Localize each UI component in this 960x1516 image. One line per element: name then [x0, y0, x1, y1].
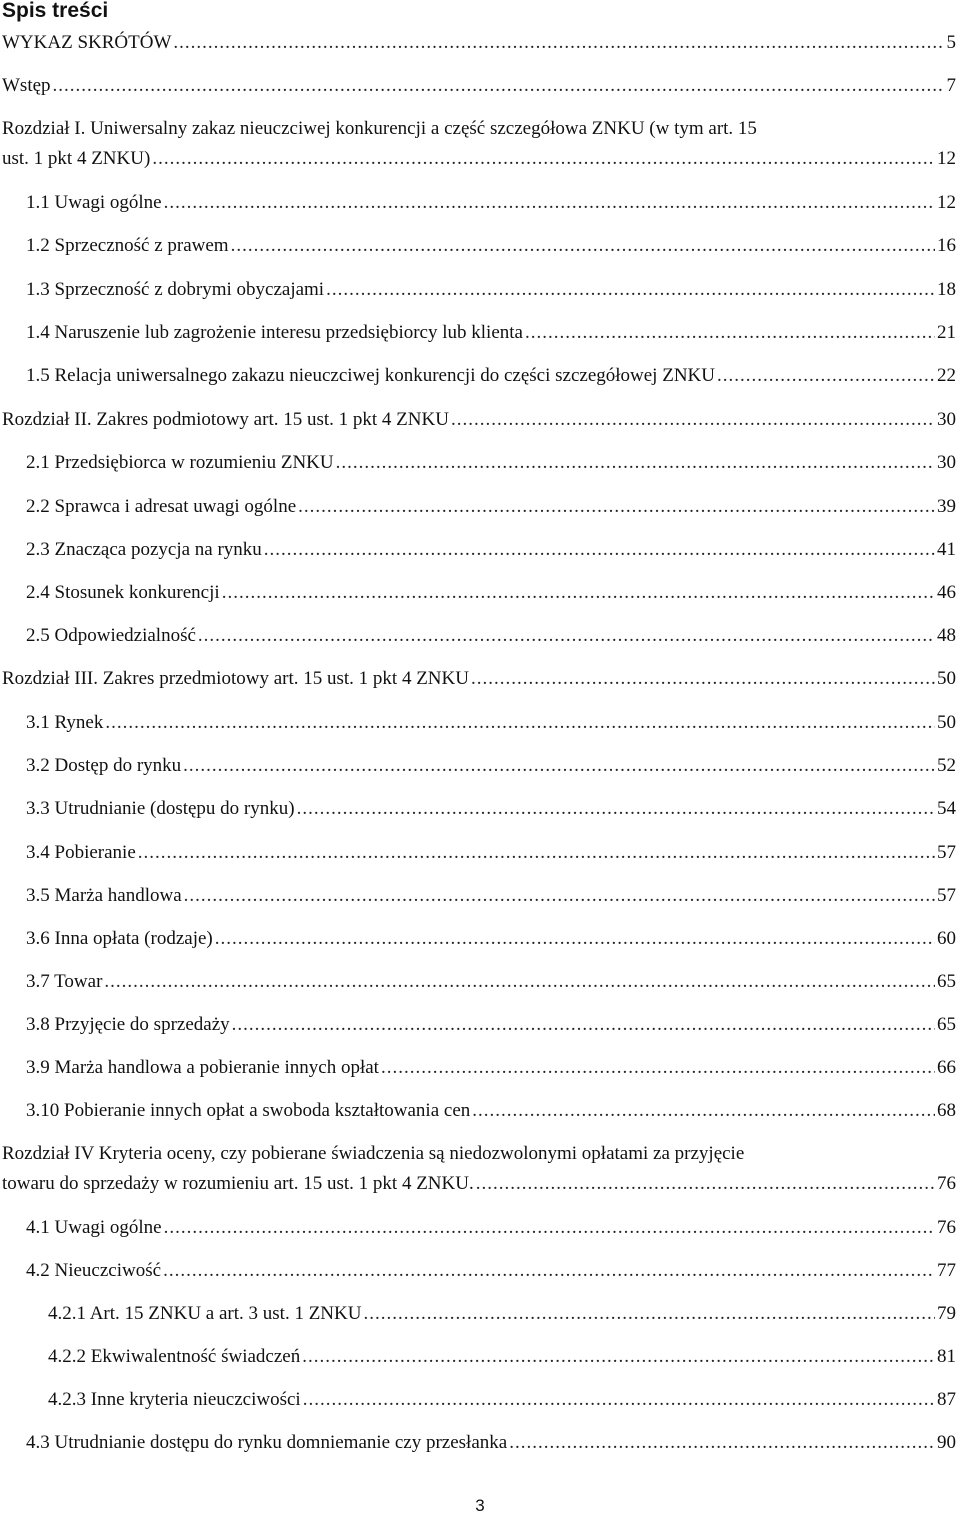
toc-entry[interactable] [26, 971, 956, 993]
dot-leader [471, 668, 935, 690]
toc-entry[interactable] [26, 1014, 956, 1036]
toc-entry-page: 77 [937, 1260, 956, 1281]
toc-entry-page: 76 [937, 1217, 956, 1238]
page-number: 3 [475, 1496, 485, 1515]
toc-entry-label: 3.7 Towar [26, 971, 103, 992]
dot-leader [184, 885, 935, 907]
toc-entry-label: 3.8 Przyjęcie do sprzedaży [26, 1014, 230, 1035]
toc-entry[interactable] [26, 755, 956, 777]
toc-entry-page: 30 [937, 409, 956, 430]
dot-leader [173, 32, 944, 54]
dot-leader [297, 798, 935, 820]
dot-leader [53, 75, 945, 97]
dot-leader [105, 712, 935, 734]
toc-entry-page: 65 [937, 1014, 956, 1035]
toc-entry-page: 22 [937, 365, 956, 386]
toc-entry-page: 12 [937, 148, 956, 169]
toc-entry-page: 60 [937, 928, 956, 949]
toc-entry[interactable] [26, 842, 956, 864]
toc-entry-page: 16 [937, 235, 956, 256]
toc-entry[interactable] [26, 365, 956, 387]
toc-entry-label: 4.2.3 Inne kryteria nieuczciwości [48, 1389, 301, 1410]
toc-entry-label: 1.4 Naruszenie lub zagrożenie interesu przedsiębiorcy lub klienta [26, 322, 523, 343]
toc-entry[interactable] [26, 496, 956, 518]
toc-entry-label: 3.3 Utrudnianie (dostępu do rynku) [26, 798, 295, 819]
toc-entry-label: 2.2 Sprawca i adresat uwagi ogólne [26, 496, 297, 517]
dot-leader [303, 1389, 935, 1411]
toc-entry-label: 3.10 Pobieranie innych opłat a swoboda kształtowania cen [26, 1100, 471, 1121]
toc-entry[interactable] [26, 452, 956, 474]
dot-leader [363, 1303, 935, 1325]
toc-entry-page: 57 [937, 885, 956, 906]
toc-entry[interactable] [2, 32, 956, 54]
dot-leader [509, 1432, 935, 1454]
dot-leader [231, 235, 935, 257]
toc-entry-label: WYKAZ SKRÓTÓW [2, 32, 172, 53]
toc-entry-label: 4.2 Nieuczciwość [26, 1260, 162, 1281]
toc-entry-label: Rozdział III. Zakres przedmiotowy art. 15 ust. 1 pkt 4 ZNKU [2, 668, 469, 689]
toc-entry-label: 2.4 Stosunek konkurencji [26, 582, 220, 603]
toc-entry-label: 4.2.2 Ekwiwalentność świadczeń [48, 1346, 301, 1367]
toc-entry[interactable] [48, 1389, 956, 1411]
dot-leader [183, 755, 935, 777]
toc-entry-label: 2.1 Przedsiębiorca w rozumieniu ZNKU [26, 452, 334, 473]
toc-entry-page: 30 [937, 452, 956, 473]
toc-entry-page: 39 [937, 496, 956, 517]
toc-entry-label-line1[interactable]: Rozdział I. Uniwersalny zakaz nieuczciwej konkurencji a część szczegółowa ZNKU (w tym art. 15 [2, 118, 757, 139]
toc-entry-label: 3.2 Dostęp do rynku [26, 755, 182, 776]
toc-entry[interactable] [26, 1432, 956, 1454]
toc-entry-page: 65 [937, 971, 956, 992]
toc-entry-page: 79 [937, 1303, 956, 1324]
toc-entry[interactable] [2, 668, 956, 690]
toc-entry-label: 4.1 Uwagi ogólne [26, 1217, 162, 1238]
toc-entry[interactable] [26, 539, 956, 561]
toc-entry[interactable] [26, 885, 956, 907]
toc-entry[interactable] [2, 1173, 956, 1195]
toc-entry-page: 50 [937, 712, 956, 733]
toc-entry-label: 4.3 Utrudnianie dostępu do rynku domniemanie czy przesłanka [26, 1432, 508, 1453]
toc-title: Spis treści [2, 0, 109, 22]
toc-entry[interactable] [2, 148, 956, 170]
toc-entry[interactable] [48, 1346, 956, 1368]
toc-entry-label: Wstęp [2, 75, 51, 96]
toc-entry[interactable] [26, 192, 956, 214]
toc-entry-label: 3.1 Rynek [26, 712, 104, 733]
toc-entry[interactable] [26, 1100, 956, 1122]
toc-entry-label: 1.3 Sprzeczność z dobrymi obyczajami [26, 279, 325, 300]
toc-entry[interactable] [26, 798, 956, 820]
toc-entry-label: 4.2.1 Art. 15 ZNKU a art. 3 ust. 1 ZNKU [48, 1303, 362, 1324]
toc-entry-page: 48 [937, 625, 956, 646]
toc-entry-page: 68 [937, 1100, 956, 1121]
toc-entry-page: 46 [937, 582, 956, 603]
toc-entry-page: 81 [937, 1346, 956, 1367]
dot-leader [138, 842, 935, 864]
toc-entry-page: 41 [937, 539, 956, 560]
toc-entry-page: 66 [937, 1057, 956, 1078]
toc-entry[interactable] [48, 1303, 956, 1325]
toc-entry-label: 1.2 Sprzeczność z prawem [26, 235, 229, 256]
dot-leader [264, 539, 935, 561]
toc-entry[interactable] [26, 1260, 956, 1282]
dot-leader [164, 192, 935, 214]
toc-entry[interactable] [26, 235, 956, 257]
dot-leader [381, 1057, 935, 1079]
toc-entry-label: 3.6 Inna opłata (rodzaje) [26, 928, 213, 949]
toc-entry-label: 2.5 Odpowiedzialność [26, 625, 196, 646]
dot-leader [298, 496, 935, 518]
toc-entry[interactable] [26, 322, 956, 344]
toc-entry-label: 2.3 Znacząca pozycja na rynku [26, 539, 262, 560]
dot-leader [232, 1014, 935, 1036]
dot-leader [476, 1173, 935, 1195]
toc-entry-label: Rozdział II. Zakres podmiotowy art. 15 ust. 1 pkt 4 ZNKU [2, 409, 449, 430]
dot-leader [222, 582, 935, 604]
toc-entry-label: 3.9 Marża handlowa a pobieranie innych opłat [26, 1057, 379, 1078]
toc-entry-page: 52 [937, 755, 956, 776]
toc-entry-page: 57 [937, 842, 956, 863]
dot-leader [163, 1260, 935, 1282]
toc-entry[interactable] [26, 928, 956, 950]
dot-leader [336, 452, 935, 474]
toc-entry-page: 54 [937, 798, 956, 819]
toc-entry-page: 90 [937, 1432, 956, 1453]
dot-leader [302, 1346, 935, 1368]
dot-leader [451, 409, 935, 431]
dot-leader [152, 148, 935, 170]
toc-entry-label: 1.5 Relacja uniwersalnego zakazu nieuczciwej konkurencji do części szczegółowej ZNKU [26, 365, 715, 386]
toc-entry-label: 3.5 Marża handlowa [26, 885, 182, 906]
dot-leader [525, 322, 935, 344]
toc-entry-label: ust. 1 pkt 4 ZNKU) [2, 148, 151, 169]
dot-leader [717, 365, 935, 387]
toc-entry[interactable] [26, 1217, 956, 1239]
dot-leader [215, 928, 935, 950]
toc-entry-page: 87 [937, 1389, 956, 1410]
toc-entry[interactable] [26, 712, 956, 734]
toc-entry-page: 76 [937, 1173, 956, 1194]
dot-leader [104, 971, 935, 993]
toc-entry[interactable] [2, 409, 956, 431]
dot-leader [472, 1100, 935, 1122]
toc-entry-label-line1[interactable]: Rozdział IV Kryteria oceny, czy pobierane świadczenia są niedozwolonymi opłatami za przyjęcie [2, 1143, 745, 1164]
toc-entry-label: towaru do sprzedaży w rozumieniu art. 15 ust. 1 pkt 4 ZNKU. [2, 1173, 474, 1194]
dot-leader [164, 1217, 935, 1239]
toc-entry-label: 1.1 Uwagi ogólne [26, 192, 162, 213]
toc-entry[interactable] [26, 279, 956, 301]
toc-entry-page: 12 [937, 192, 956, 213]
toc-entry[interactable] [2, 75, 956, 97]
dot-leader [198, 625, 935, 647]
toc-entry-page: 50 [937, 668, 956, 689]
toc-entry-label: 3.4 Pobieranie [26, 842, 136, 863]
dot-leader [326, 279, 935, 301]
toc-entry[interactable] [26, 625, 956, 647]
toc-entry-page: 21 [937, 322, 956, 343]
toc-entry[interactable] [26, 582, 956, 604]
toc-entry-page: 18 [937, 279, 956, 300]
toc-entry-page: 5 [946, 32, 956, 53]
toc-entry[interactable] [26, 1057, 956, 1079]
toc-entry-page: 7 [946, 75, 956, 96]
